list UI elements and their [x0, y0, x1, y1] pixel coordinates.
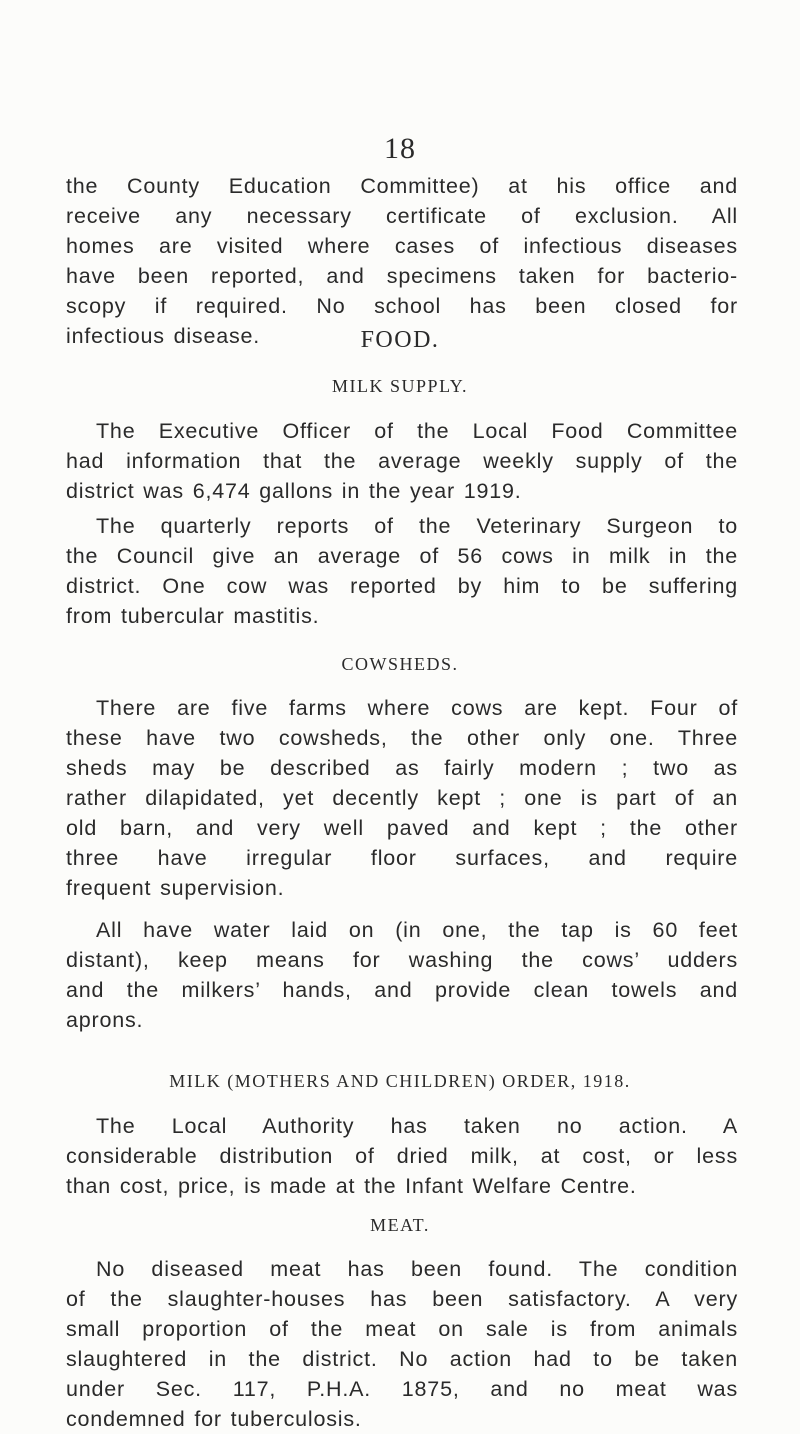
text-line: the County Education Committee) at his office and [66, 174, 738, 198]
text-line: aprons. [66, 1008, 144, 1032]
text-line: There are five farms where cows are kept. Four of [96, 696, 738, 720]
text-line: these have two cowsheds, the other only one. Three [66, 726, 738, 750]
text-line: of the slaughter-houses has been satisfactory. A very [66, 1287, 738, 1311]
text-line: The Local Authority has taken no action. A [96, 1114, 738, 1138]
heading-milk-order: MILK (MOTHERS AND CHILDREN) ORDER, 1918. [169, 1071, 631, 1091]
text-line: slaughtered in the district. No action had to be taken [66, 1347, 738, 1371]
paragraph-cowsheds-2 [66, 915, 738, 1035]
paragraph-meat [66, 1254, 738, 1434]
text-line: The Executive Officer of the Local Food Committee [96, 419, 738, 443]
text-line: district. One cow was reported by him to be suffering [66, 574, 738, 598]
text-line: small proportion of the meat on sale is from animals [66, 1317, 738, 1341]
text-line: old barn, and very well paved and kept ; the other [66, 816, 738, 840]
heading-cowsheds: COWSHEDS. [341, 654, 459, 674]
text-line: condemned for tuberculosis. [66, 1407, 362, 1431]
text-line: All have water laid on (in one, the tap is 60 feet [96, 918, 738, 942]
text-line: the Council give an average of 56 cows in milk in the [66, 544, 738, 568]
text-line: than cost, price, is made at the Infant Welfare Centre. [66, 1174, 637, 1198]
text-line: receive any necessary certificate of exclusion. All [66, 204, 738, 228]
heading-food: FOOD. [360, 327, 440, 353]
page-number: 18 [384, 132, 416, 165]
paragraph-cowsheds-1 [66, 693, 738, 903]
text-line: sheds may be described as fairly modern ; two as [66, 756, 738, 780]
text-line: three have irregular floor surfaces, and require [66, 846, 738, 870]
text-line: distant), keep means for washing the cows’ udders [66, 948, 738, 972]
text-line: No diseased meat has been found. The condition [96, 1257, 738, 1281]
text-line: infectious disease. [66, 324, 261, 348]
heading-milk-supply: MILK SUPPLY. [332, 376, 468, 396]
paragraph-intro [66, 171, 738, 351]
text-line: from tubercular mastitis. [66, 604, 320, 628]
text-line: considerable distribution of dried milk, at cost, or less [66, 1144, 738, 1168]
text-line: under Sec. 117, P.H.A. 1875, and no meat was [66, 1377, 738, 1401]
text-line: have been reported, and specimens taken for bacterio- [66, 264, 738, 288]
text-line: homes are visited where cases of infectious diseases [66, 234, 738, 258]
heading-meat: MEAT. [370, 1215, 430, 1235]
paragraph-milk-order [66, 1111, 738, 1201]
text-line: rather dilapidated, yet decently kept ; one is part of an [66, 786, 738, 810]
paragraph-milk-supply-1 [66, 416, 738, 506]
paragraph-milk-supply-2 [66, 511, 738, 631]
text-line: scopy if required. No school has been closed for [66, 294, 738, 318]
text-line: district was 6,474 gallons in the year 1919. [66, 479, 522, 503]
text-line: and the milkers’ hands, and provide clean towels and [66, 978, 738, 1002]
text-line: had information that the average weekly supply of the [66, 449, 738, 473]
text-line: frequent supervision. [66, 876, 285, 900]
text-line: The quarterly reports of the Veterinary Surgeon to [96, 514, 738, 538]
